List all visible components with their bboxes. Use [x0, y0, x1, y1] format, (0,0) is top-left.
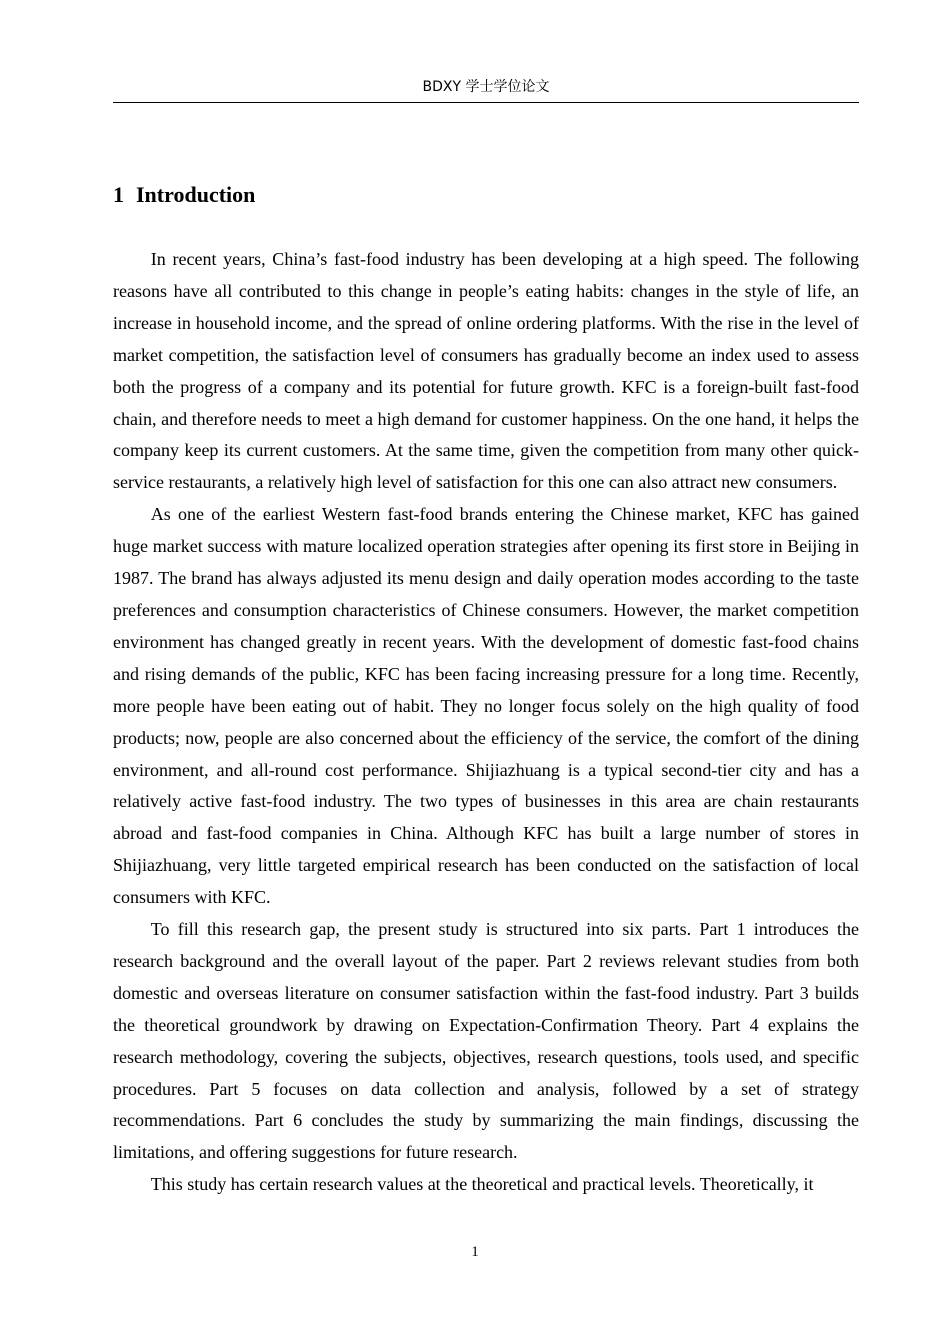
paragraph-background: In recent years, China’s fast-food industry has been developing at a high speed. The following reasons have all contributed to this change in people’s eating habits: changes in the style of life, an increase in household income, and the spread of online ordering platforms. With the rise in the level of market competition, the satisfaction level of consumers has gradually become an index used to assess both the progress of a company and its potential for future growth. KFC is a foreign-built fast-food chain, and therefore needs to meet a high demand for customer happiness. On the one hand, it helps the company keep its current customers. At the same time, given the competition from many other quick-service restaurants, a relatively high level of satisfaction for this one can also attract new consumers. [113, 249, 859, 493]
paragraph-kfc-context: As one of the earliest Western fast-food brands entering the Chinese market, KFC has gained huge market success with mature localized operation strategies after opening its first store in Beijing in 1987. The brand has always adjusted its menu design and daily operation modes according to the taste preferences and consumption characteristics of Chinese consumers. However, the market competition environment has changed greatly in recent years. With the development of domestic fast-food chains and rising demands of the public, KFC has been facing increasing pressure for a long time. Recently, more people have been eating out of habit. They no longer focus solely on the high quality of food products; now, people are also concerned about the efficiency of the service, the comfort of the dining environment, and all-round cost performance. Shijiazhuang is a typical second-tier city and has a relatively active fast-food industry. The two types of businesses in this area are chain restaurants abroad and fast-food companies in China. Although KFC has built a large number of stores in Shijiazhuang, very little targeted empirical research has been conducted on the satisfaction of local consumers with KFC. [113, 504, 859, 908]
body-text [113, 244, 859, 1201]
running-header-title: BDXY 学士学位论文 [422, 79, 550, 95]
section-number: 1 [113, 182, 124, 207]
paragraph-research-value: This study has certain research values at the theoretical and practical levels. Theoretically, it [150, 1174, 814, 1195]
section-heading [113, 180, 255, 210]
running-header [113, 76, 859, 103]
page-number: 1 [471, 1244, 479, 1260]
section-title: Introduction [136, 182, 256, 207]
paragraph-structure: To fill this research gap, the present study is structured into six parts. Part 1 introduces the research background and the overall layout of the paper. Part 2 reviews relevant studies from both domestic and overseas literature on consumer satisfaction within the fast-food industry. Part 3 builds the theoretical groundwork by drawing on Expectation-Confirmation Theory. Part 4 explains the research methodology, covering the subjects, objectives, research questions, tools used, and specific procedures. Part 5 focuses on data collection and analysis, followed by a set of strategy recommendations. Part 6 concludes the study by summarizing the main findings, discussing the limitations, and offering suggestions for future research. [113, 919, 859, 1163]
